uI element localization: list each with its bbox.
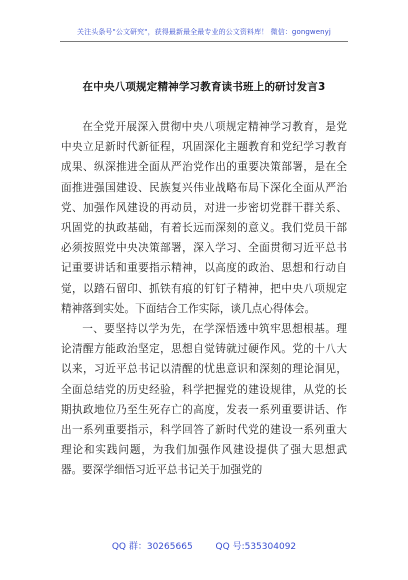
document-title: 在中央八项规定精神学习教育读书班上的研讨发言3 [82,81,326,93]
footer-qq-group: QQ 群：30265665 [111,542,193,552]
paragraph-section-one: 一、要坚持以学为先，在学深悟透中筑牢思想根基。理论清醒方能政治坚定，思想自觉铸就过硬作风。党的十八大以来，习近平总书记以清醒的忧患意识和深刻的理论洞见，全面总结党的历史经验，科学把握党的建设规律，从党的长期执政地位乃至生死存亡的高度，发表一系列重要讲话、作出一系列重要指示，科学回答了新时代党的建设一系列重大理论和实践问题，为我们加强作风建设提供了强大思想武器。要深学细悟习近平总书记关于加强党的 [61,323,347,477]
document-body [61,117,347,481]
header-promo-note: 关注头条号"公文研究"，获得最新最全最专业的公文资料库！ 微信：gongwenyj [77,28,331,36]
paragraph-intro: 在全党开展深入贯彻中央八项规定精神学习教育，是党中央立足新时代新征程，巩固深化主题教育和党纪学习教育成果、纵深推进全面从严治党作出的重要决策部署，是在全面推进强国建设、民族复兴伟业战略布局下深化全面从严治党、加强作风建设的再动员，对进一步密切党群干群关系、巩固党的执政基础，有着长远而深刻的意义。我们党员干部必须按照党中央决策部署，深入学习、全面贯彻习近平总书记重要讲话和重要指示精神，以高度的政治、思想和行动自觉，以踏石留印、抓铁有痕的钉钉子精神，把中央八项规定精神落到实处。下面结合工作实际，谈几点心得体会。 [61,121,347,315]
footer-qq-number: QQ 号:535304092 [215,542,297,552]
footer-contact [0,539,408,552]
header-divider [60,41,348,42]
